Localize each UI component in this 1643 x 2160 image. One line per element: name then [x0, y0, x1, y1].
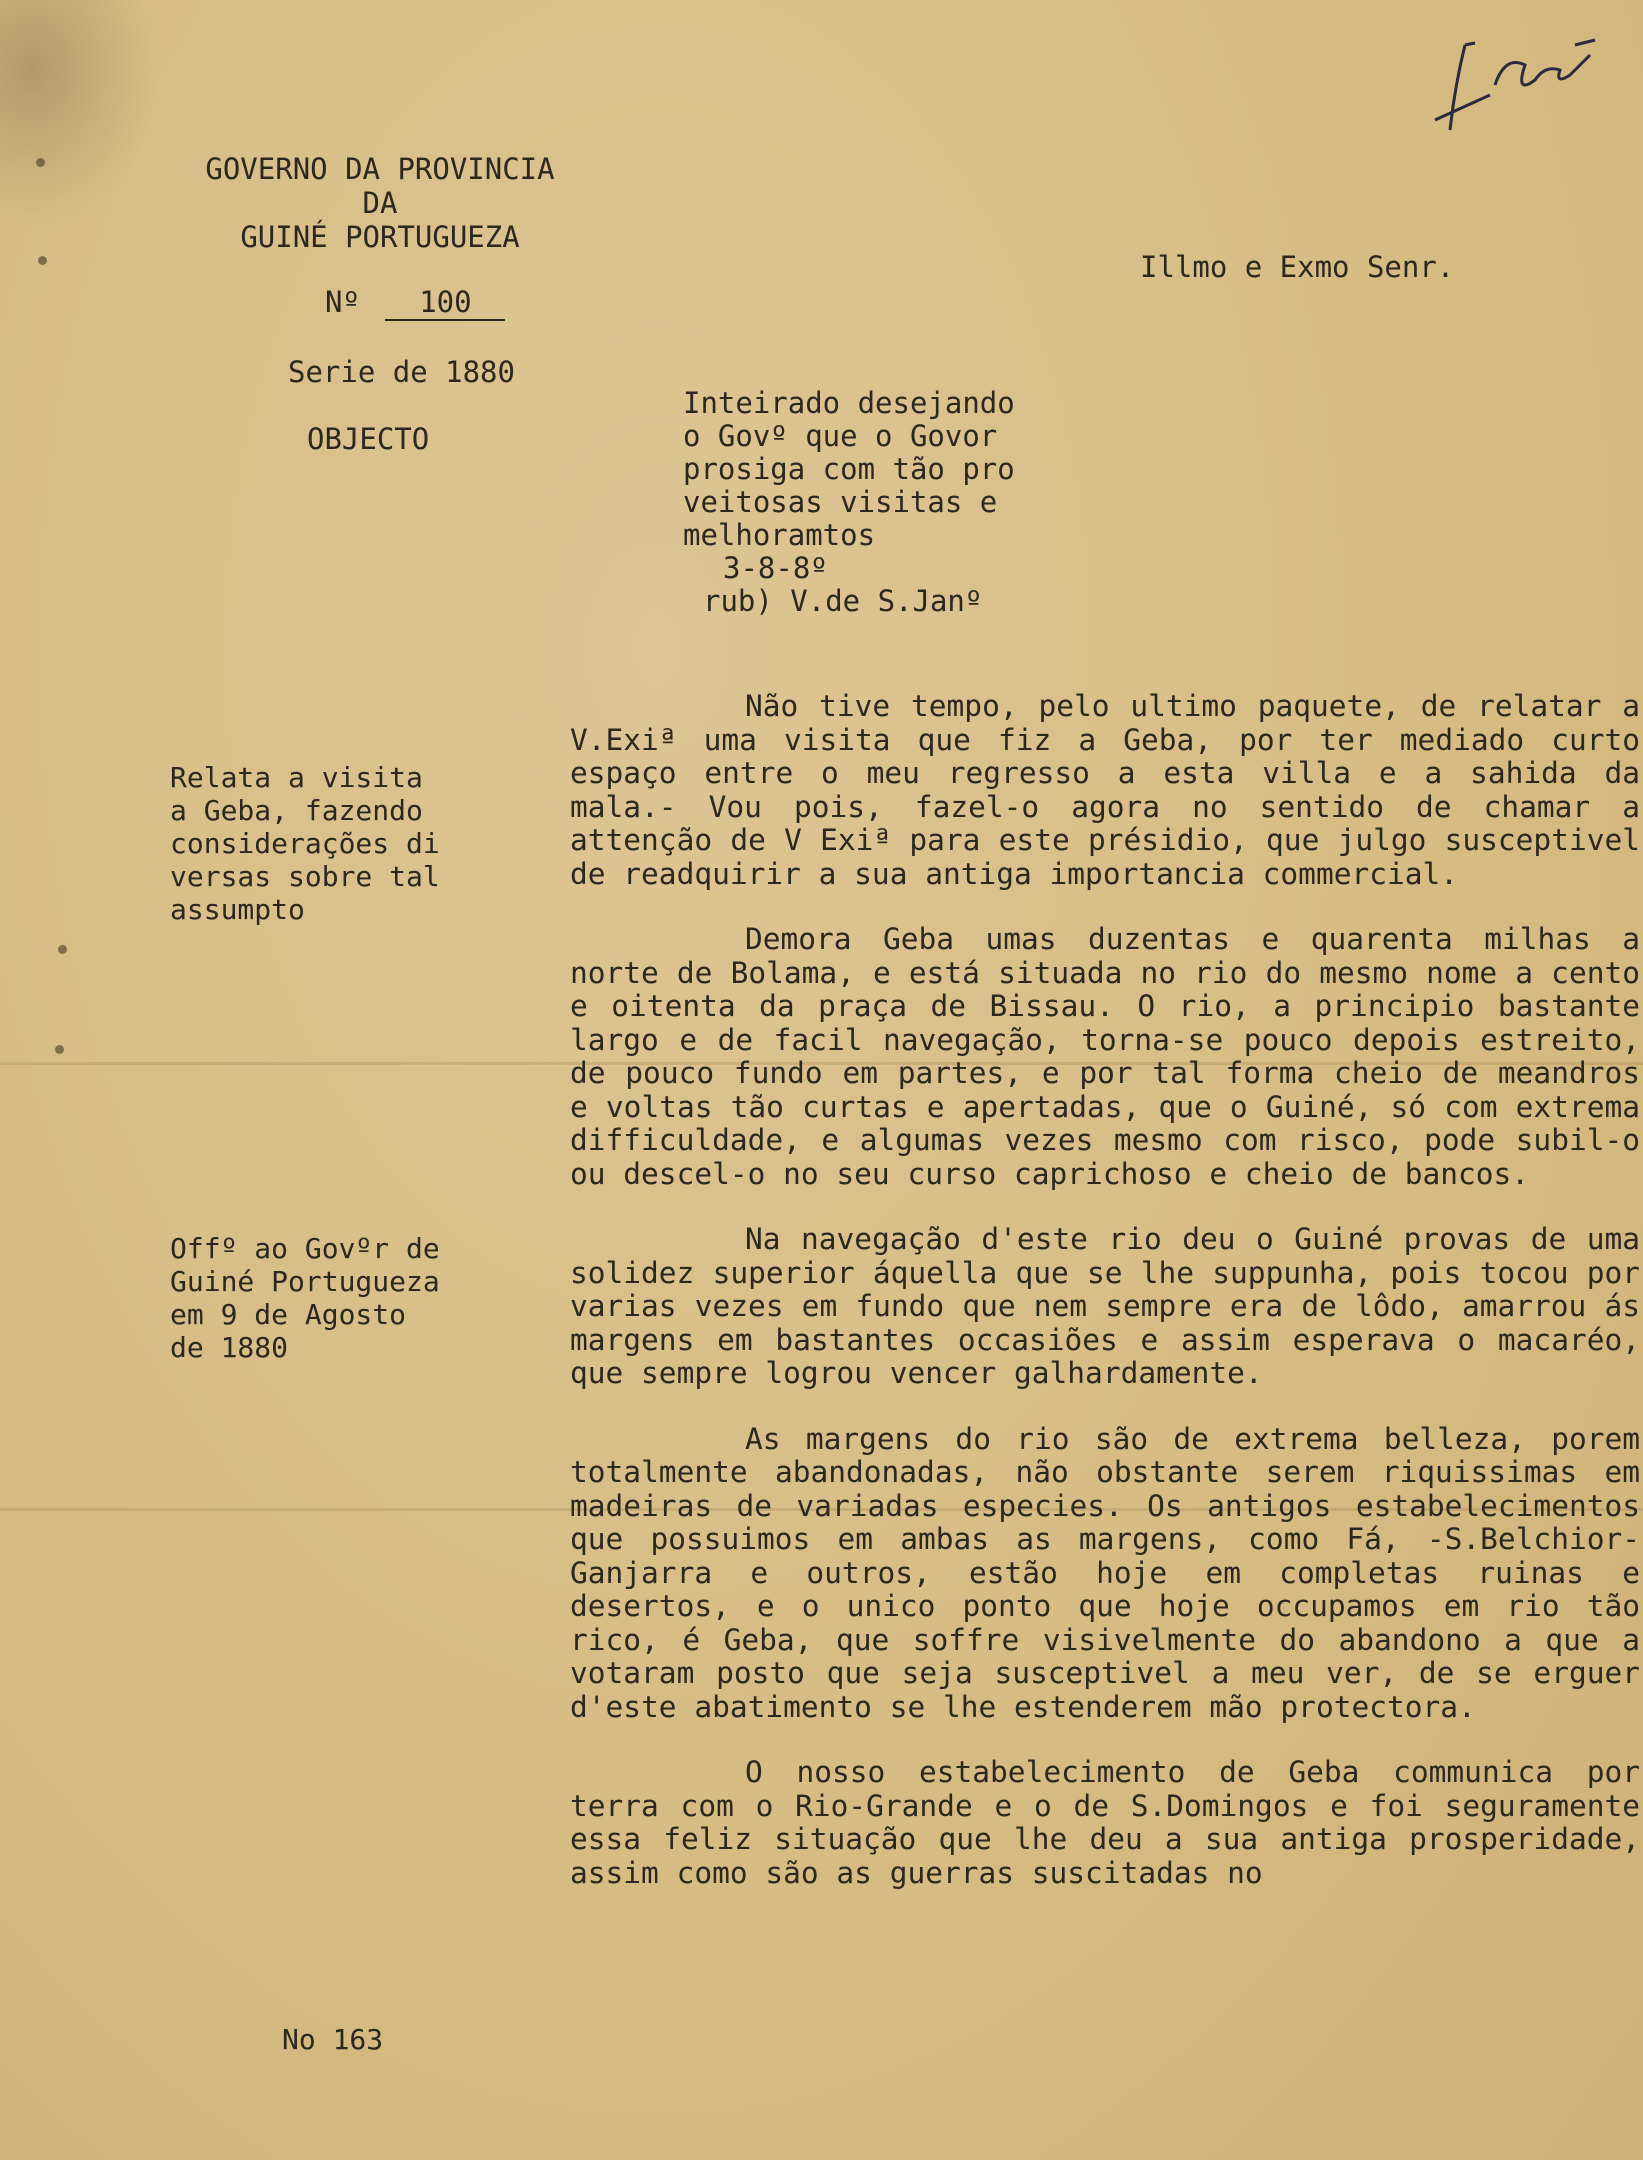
margin-office	[170, 1232, 510, 1364]
salutation: Illmo e Exmo Senr.	[1140, 250, 1455, 284]
margin-line: versas sobre tal	[170, 860, 440, 893]
letter-body	[570, 690, 1640, 1922]
page-number: No 163	[282, 2023, 384, 2056]
age-stain	[0, 0, 160, 230]
margin-line: Guiné Portugueza	[170, 1265, 440, 1298]
governor-annotation	[683, 387, 1015, 618]
margin-line: de 1880	[170, 1331, 289, 1364]
punch-hole	[58, 945, 67, 954]
signature-mark	[1395, 25, 1615, 145]
paragraph: O nosso estabelecimento de Geba communica por terra com o Rio-Grande e o de S.Domingos e foi seguramente essa feliz situação que lhe deu a sua antiga prosperidade, assim como são as guerras suscitadas no	[570, 1755, 1640, 1890]
objecto-label: OBJECTO	[307, 422, 430, 456]
annotation-line: melhoramtos	[683, 518, 876, 552]
annotation-date: 3-8-8º	[723, 551, 828, 585]
annotation-line: o Govº que o Govor	[683, 419, 998, 453]
margin-line: considerações di	[170, 827, 440, 860]
annotation-line: Inteirado desejando	[683, 386, 1015, 420]
serie-label: Serie de 1880	[288, 355, 515, 389]
letterhead-line: DA	[362, 186, 398, 220]
paragraph: Demora Geba umas duzentas e quarenta milhas a norte de Bolama, e está situada no rio do mesmo nome a cento e oitenta da praça de Bissau. O rio, a principio bastante largo e de facil navegação, torna-se pouco depois estreito, de pouco fundo em partes, e por tal forma cheio de meandros e voltas tão curtas e apertadas, que o Guiné, só com extrema difficuldade, e algumas vezes mesmo com risco, pode subil-o ou descel-o no seu curso caprichoso e cheio de bancos.	[570, 922, 1640, 1191]
punch-hole	[38, 256, 47, 265]
annotation-line: veitosas visitas e	[683, 485, 998, 519]
margin-line: Relata a visita	[170, 761, 423, 794]
margin-line: em 9 de Agosto	[170, 1298, 407, 1331]
punch-hole	[36, 158, 45, 167]
number-value: 100	[385, 285, 505, 321]
annotation-line: prosiga com tão pro	[683, 452, 1015, 486]
letterhead	[150, 152, 610, 254]
paragraph: Na navegação d'este rio deu o Guiné provas de uma solidez superior áquella que se lhe suppunha, pois tocou por varias vezes em fundo que nem sempre era de lôdo, amarrou ás margens em bastantes occasiões e assim esperava o macaréo, que sempre logrou vencer galhardamente.	[570, 1222, 1640, 1390]
margin-line: a Geba, fazendo	[170, 794, 423, 827]
margin-line: assumpto	[170, 893, 305, 926]
letterhead-line: GOVERNO DA PROVINCIA	[205, 152, 555, 186]
punch-hole	[55, 1045, 64, 1054]
margin-summary	[170, 761, 510, 926]
letterhead-line: GUINÉ PORTUGUEZA	[240, 220, 520, 254]
paragraph: Não tive tempo, pelo ultimo paquete, de relatar a V.Exiª uma visita que fiz a Geba, por ter mediado curto espaço entre o meu regresso a esta villa e a sahida da mala.- Vou pois, fazel-o agora no sentido de chamar a attenção de V Exiª para este présidio, que julgo susceptivel de readquirir a sua antiga importancia commercial.	[570, 689, 1640, 891]
paragraph: As margens do rio são de extrema belleza, porem totalmente abandonadas, não obstante serem riquissimas em madeiras de variadas especies. Os antigos estabelecimentos que possuimos em ambas as margens, como Fá, -S.Belchior- Ganjarra e outros, estão hoje em completas ruinas e desertos, e o unico ponto que hoje occupamos em rio tão rico, é Geba, que soffre visivelmente do abandono a que a votaram posto que seja susceptivel a meu ver, de se erguer d'este abatimento se lhe estenderem mão protectora.	[570, 1421, 1640, 1724]
document-number	[325, 285, 505, 321]
margin-line: Offº ao Govºr de	[170, 1232, 440, 1265]
annotation-signature: rub) V.de S.Janº	[703, 584, 983, 618]
number-label: Nº	[325, 285, 360, 319]
